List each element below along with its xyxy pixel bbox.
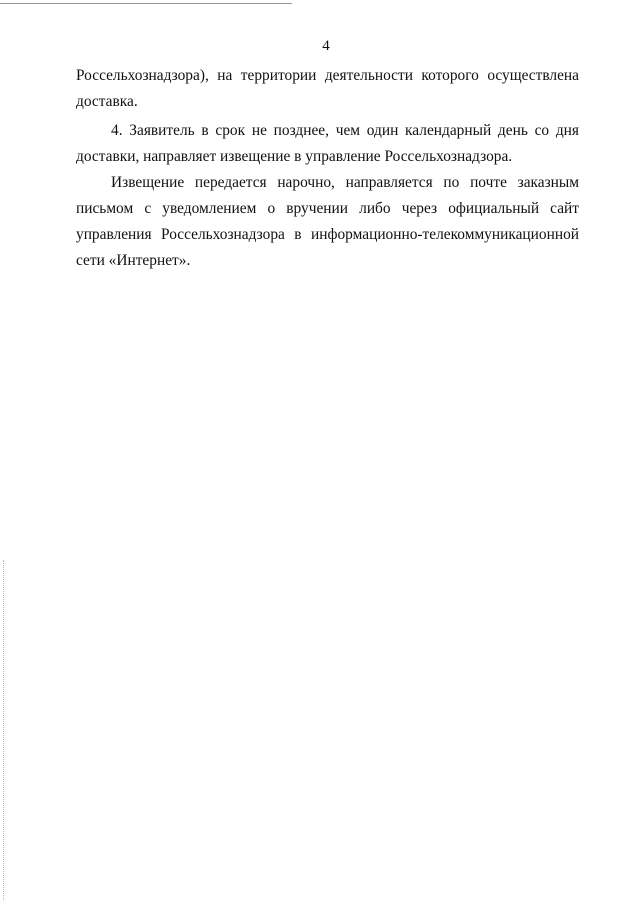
scan-edge-top (0, 3, 292, 4)
paragraph-notice-delivery: Извещение передается нарочно, направляется по почте заказным письмом с уведомлением о вручении либо через официальный сайт управления Россельхознадзора в информационно-телекоммуникационной сети «Интернет». (76, 174, 579, 269)
paragraph-continuation: Россельхознадзора), на территории деятельности которого осуществлена доставка. (76, 67, 579, 110)
scan-edge-left (3, 560, 4, 900)
paragraph-item-4: 4. Заявитель в срок не позднее, чем один календарный день со дня доставки, направляет извещение в управление Россельхознадзора. (76, 122, 579, 165)
page-number: 4 (322, 38, 330, 54)
document-body (76, 63, 579, 274)
